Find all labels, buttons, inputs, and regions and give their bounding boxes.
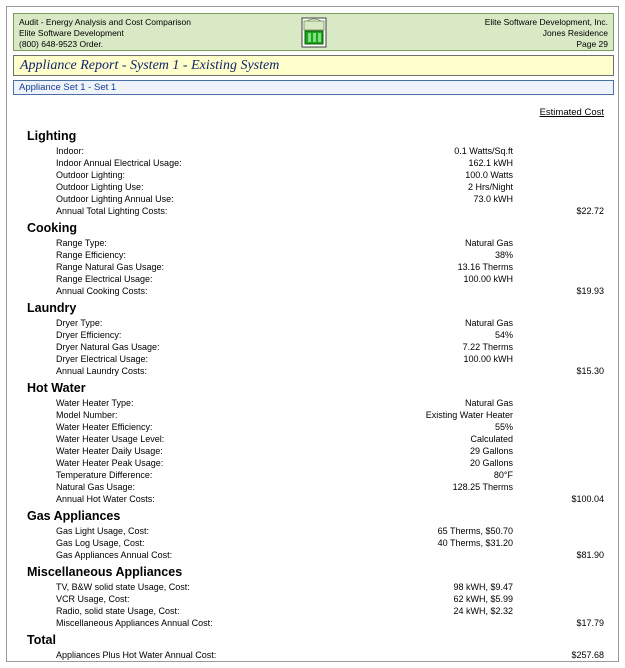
row-value: 55%	[494, 422, 513, 432]
report-row	[13, 433, 614, 445]
row-value: Natural Gas	[464, 238, 513, 248]
row-value: 2 Hrs/Night	[467, 182, 513, 192]
row-label: Annual Hot Water Costs:	[56, 494, 155, 504]
row-label: Range Type:	[56, 238, 107, 248]
header-right-line-1: Elite Software Development, Inc.	[484, 17, 608, 27]
report-row	[13, 341, 614, 353]
row-cost: $257.68	[571, 650, 604, 660]
header-left-block	[19, 17, 191, 50]
row-label: Dryer Natural Gas Usage:	[56, 342, 160, 352]
report-row	[13, 237, 614, 249]
row-value: Natural Gas	[464, 318, 513, 328]
row-label: Indoor:	[56, 146, 85, 156]
report-row	[13, 317, 614, 329]
report-row	[13, 593, 614, 605]
report-row	[13, 409, 614, 421]
row-label: Water Heater Type:	[56, 398, 134, 408]
row-value: 98 kWH, $9.47	[453, 582, 513, 592]
row-cost: $17.79	[576, 618, 604, 628]
report-row	[13, 169, 614, 181]
row-value: 162.1 kWH	[468, 158, 513, 168]
header-left-line-1: Audit - Energy Analysis and Cost Comparison	[19, 17, 191, 27]
report-header	[13, 13, 614, 51]
row-value: 0.1 Watts/Sq.ft	[454, 146, 513, 156]
row-label: Annual Total Lighting Costs:	[56, 206, 168, 216]
row-label: Annual Laundry Costs:	[56, 366, 148, 376]
row-cost: $19.93	[576, 286, 604, 296]
report-row	[13, 469, 614, 481]
row-value: 20 Gallons	[469, 458, 513, 468]
row-value: 100.00 kWH	[463, 274, 513, 284]
row-value: Natural Gas	[464, 398, 513, 408]
row-value: 7.22 Therms	[462, 342, 513, 352]
report-row	[13, 193, 614, 205]
row-label: Water Heater Efficiency:	[56, 422, 153, 432]
report-row	[13, 525, 614, 537]
report-row	[13, 649, 614, 661]
report-row	[13, 421, 614, 433]
row-value: 24 kWH, $2.32	[453, 606, 513, 616]
row-value: Existing Water Heater	[425, 410, 513, 420]
row-label: Outdoor Lighting:	[56, 170, 126, 180]
row-label: Miscellaneous Appliances Annual Cost:	[56, 618, 213, 628]
row-cost: $100.04	[571, 494, 604, 504]
header-right-line-3: Page 29	[576, 39, 608, 49]
report-row	[13, 481, 614, 493]
section-spacer	[13, 661, 614, 665]
row-label: Dryer Electrical Usage:	[56, 354, 149, 364]
row-label: Range Electrical Usage:	[56, 274, 153, 284]
section-title: Laundry	[27, 301, 77, 315]
row-label: VCR Usage, Cost:	[56, 594, 130, 604]
row-label: Outdoor Lighting Annual Use:	[56, 194, 174, 204]
report-row	[13, 261, 614, 273]
row-value: 54%	[494, 330, 513, 340]
header-right-line-2: Jones Residence	[542, 28, 608, 38]
report-body	[13, 99, 614, 659]
row-label: Water Heater Daily Usage:	[56, 446, 163, 456]
report-row	[13, 181, 614, 193]
row-cost: $15.30	[576, 366, 604, 376]
row-label: Dryer Efficiency:	[56, 330, 122, 340]
row-value: 73.0 kWH	[473, 194, 513, 204]
appliance-set-label: Appliance Set 1 - Set 1	[19, 82, 117, 93]
row-label: Gas Log Usage, Cost:	[56, 538, 145, 548]
row-value: Calculated	[470, 434, 513, 444]
report-row	[13, 445, 614, 457]
row-label: Water Heater Peak Usage:	[56, 458, 164, 468]
report-sheet	[6, 6, 619, 662]
row-value: 29 Gallons	[469, 446, 513, 456]
section-title: Total	[27, 633, 56, 647]
row-label: Range Natural Gas Usage:	[56, 262, 165, 272]
report-row	[13, 329, 614, 341]
section-title: Miscellaneous Appliances	[27, 565, 183, 579]
report-row	[13, 457, 614, 469]
row-value: 128.25 Therms	[452, 482, 513, 492]
report-row	[13, 205, 614, 217]
header-left-line-3: (800) 648-9523 Order.	[19, 39, 104, 49]
page-title: Appliance Report - System 1 - Existing System	[20, 58, 280, 73]
row-label: Range Efficiency:	[56, 250, 126, 260]
section-title: Hot Water	[27, 381, 86, 395]
report-subtitle-bar	[13, 80, 614, 95]
row-cost: $81.90	[576, 550, 604, 560]
row-value: 62 kWH, $5.99	[453, 594, 513, 604]
row-value: 100.00 kWH	[463, 354, 513, 364]
header-right-block	[485, 17, 608, 50]
report-row	[13, 605, 614, 617]
header-left-line-2: Elite Software Development	[19, 28, 124, 38]
row-label: Water Heater Usage Level:	[56, 434, 165, 444]
row-value: 40 Therms, $31.20	[437, 538, 513, 548]
row-label: Radio, solid state Usage, Cost:	[56, 606, 180, 616]
section-title: Lighting	[27, 129, 77, 143]
report-sections	[13, 129, 614, 665]
row-value: 13.16 Therms	[457, 262, 513, 272]
estimated-cost-column-header: Estimated Cost	[539, 107, 604, 118]
report-row	[13, 365, 614, 377]
row-label: Temperature Difference:	[56, 470, 153, 480]
row-label: Indoor Annual Electrical Usage:	[56, 158, 182, 168]
row-label: Gas Light Usage, Cost:	[56, 526, 150, 536]
row-label: Appliances Plus Hot Water Annual Cost:	[56, 650, 217, 660]
report-row	[13, 581, 614, 593]
report-row	[13, 249, 614, 261]
row-label: Outdoor Lighting Use:	[56, 182, 144, 192]
report-row	[13, 273, 614, 285]
report-row	[13, 537, 614, 549]
row-label: Annual Cooking Costs:	[56, 286, 148, 296]
report-row	[13, 397, 614, 409]
row-value: 80°F	[493, 470, 513, 480]
row-label: Gas Appliances Annual Cost:	[56, 550, 173, 560]
report-row	[13, 285, 614, 297]
row-value: 65 Therms, $50.70	[437, 526, 513, 536]
section-title: Gas Appliances	[27, 509, 121, 523]
report-row	[13, 617, 614, 629]
row-label: Dryer Type:	[56, 318, 103, 328]
report-row	[13, 145, 614, 157]
row-value: 38%	[494, 250, 513, 260]
report-row	[13, 353, 614, 365]
report-title-bar	[13, 55, 614, 76]
report-row	[13, 157, 614, 169]
row-value: 100.0 Watts	[465, 170, 513, 180]
row-cost: $22.72	[576, 206, 604, 216]
report-row	[13, 549, 614, 561]
row-label: Model Number:	[56, 410, 118, 420]
report-row	[13, 493, 614, 505]
elite-software-logo-icon	[297, 16, 331, 49]
row-label: Natural Gas Usage:	[56, 482, 136, 492]
section-title: Cooking	[27, 221, 77, 235]
row-label: TV, B&W solid state Usage, Cost:	[56, 582, 190, 592]
